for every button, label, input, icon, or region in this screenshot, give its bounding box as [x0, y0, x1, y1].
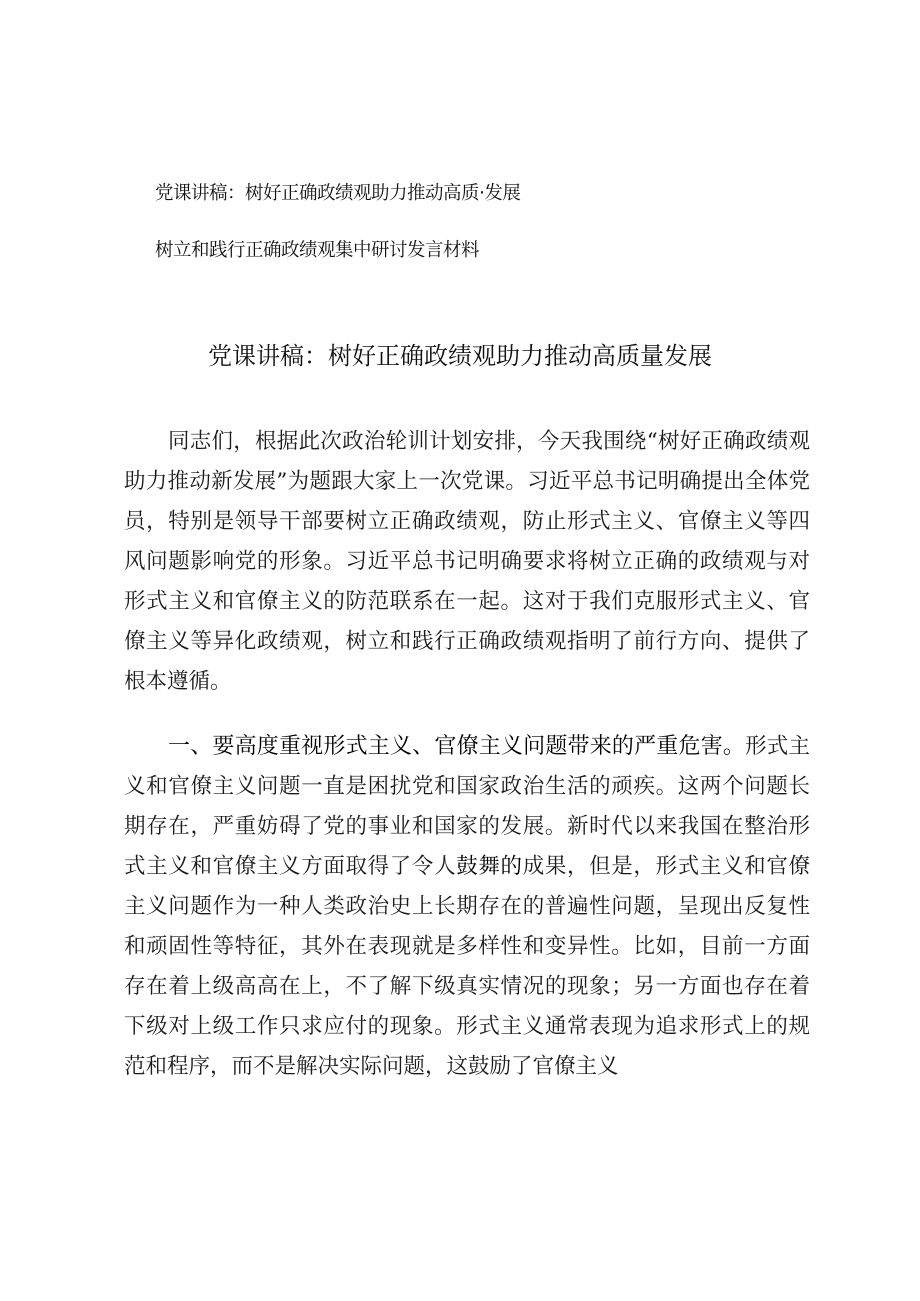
section-one-text-a: 形式主义和官僚主义问题一直是困扰党和国家政治生活的顽疾。这两个问题长期存在，严重妨碍了党的事业和国家的发展。新时代以来我国在整治形式主义和官僚主义方面取得了令人 [124, 734, 810, 879]
header-line-1: 党课讲稿：树好正确政绩观助力推动高质·发展 [155, 183, 521, 204]
header-line-2: 树立和践行正确政绩观集中研讨发言材料 [155, 240, 480, 261]
document-title: 党课讲稿：树好正确政绩观助力推动高质量发展 [208, 342, 712, 370]
section-one-text-b: 成果，但是，形式主义和官僚主义问题作为一种人类政治史上长期存在的普遍性问题，呈现出反复性和顽固性等特征，其外在表现就是多样性和变异性。比如，目前一方面存在着上级高高在上，不了解下级真实情况的现象；另一方面也存在着下级对上级工作只求应付的现象。形式主义通常表现为追求形式上的规范和程序，而不是解决实际问题，这鼓励了官僚主义 [124, 854, 810, 1079]
section-one-emphasis: 鼓舞的 [456, 854, 523, 879]
section-one-paragraph [124, 727, 810, 1087]
intro-paragraph: 同志们，根据此次政治轮训计划安排，今天我围绕“树好正确政绩观助力推动新发展”为题跟大家上一次党课。习近平总书记明确提出全体党员，特别是领导干部要树立正确政绩观，防止形式主义、官僚主义等四风问题影响党的形象。习近平总书记明确要求将树立正确的政绩观与对形式主义和官僚主义的防范联系在一起。这对于我们克服形式主义、官僚主义等异化政绩观，树立和践行正确政绩观指明了前行方向、提供了根本遵循。 [124, 429, 810, 694]
section-one-heading: 一、要高度重视形式主义、官僚主义问题带来的严重危害。 [168, 734, 746, 759]
